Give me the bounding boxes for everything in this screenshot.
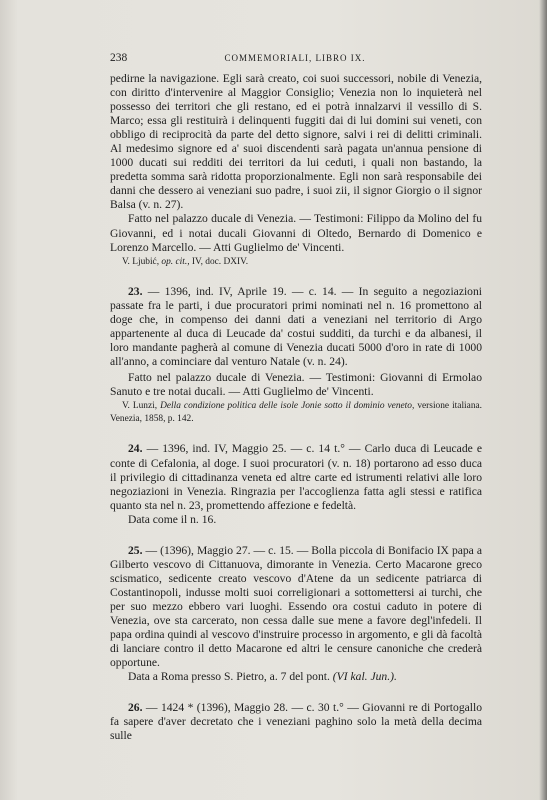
entry-number: 26. xyxy=(128,701,143,715)
reference-ljubic xyxy=(110,256,482,269)
entry-number: 25. xyxy=(128,543,143,557)
entry-data: Data a Roma presso S. Pietro, a. 7 del pont. xyxy=(128,670,330,684)
page-header xyxy=(110,52,480,66)
paragraph-signature: Fatto nel palazzo ducale di Venezia. — Testimoni: Filippo da Molino del fu Giovanni, ed i notai ducali Giovanni di Oltedo, Bernardo di Domenico e Lorenzo Marcello. — Atti Guglielmo de' Vincenti. xyxy=(110,212,482,254)
entry-body: — 1396, ind. IV, Maggio 25. — c. 14 t.° — Carlo duca di Leucade e conte di Cefalonia, al doge. I suoi procuratori (v. n. 18) portarono ad esso duca il privilegio di cittadinanza veneta ed altre carte ed istrumenti relativi alle loro negoziazioni in Venezia. Ringrazia per l'accoglienza fatta agli stessi e ratifica quanto sta nel n. 23, promettendo affezione e fedeltà. xyxy=(110,442,482,512)
ref-work: op. cit., xyxy=(161,256,190,267)
entry-26 xyxy=(110,701,482,743)
reference-lunzi xyxy=(110,400,482,425)
entry-23 xyxy=(110,285,482,369)
ref-rest: versione italiana. Venezia, 1858, p. 142. xyxy=(110,401,483,424)
entry-body: — (1396), Maggio 27. — c. 15. — Bolla piccola di Bonifacio IX papa a Gilberto vescovo di Cittanuova, dimorante in Venezia. Certo Macarone greco scismatico, sedicente creato vescovo d'Atene da un sedicente patriarca di Costantinopoli, indusse molti suoi correligionari a sottomettersi ai turchi, che per suo mezzo ebbero vari luoghi. Essendo ora costui caduto in potere di Venezia, ove sta carcerato, non cessa dalle sue mene a favore degl'infedeli. Il papa ordina quindi al vescovo d'instruire processo in argomento, e gli dà facoltà di lanciare contro il detto Macarone ed altri le censure canoniche che crederà opportune. xyxy=(110,543,482,670)
entry-body: — 1424 * (1396), Maggio 28. — c. 30 t.° — Giovanni re di Portogallo fa sapere d'aver decretato che i veneziani paghino solo la metà della decima sulle xyxy=(110,701,482,743)
entry-data-italic: (VI kal. Jun.). xyxy=(332,670,397,684)
paragraph-continuation: pedirne la navigazione. Egli sarà creato, coi suoi successori, nobile di Venezia, con diritto d'intervenire al Maggior Consiglio; Venezia non lo inquieterà nel possesso dei territori che gli restano, ed ei potrà innalzarvi il vessillo di S. Marco; essa gli restituirà i delinquenti fuggiti dai di lui domini sui veneti, con obbligo di reciprocità da parte del detto signore, salvi i rei di delitti criminali. Al medesimo signore ed a' suoi discendenti sarà pagata un'annua pensione di 1000 ducati sui redditi dei territori da lui ceduti, i quali non bastando, la predetta somma sarà ridotta proporzionalmente. Egli non sarà responsabile dei danni che dessero ai veneziani suo padre, i suoi zii, il signor Giorgio o il signor Balsa (v. n. 27). xyxy=(110,72,482,212)
body-text xyxy=(110,72,482,743)
page-number: 238 xyxy=(110,52,128,64)
entry-number: 24. xyxy=(128,442,143,456)
page-edge-shadow xyxy=(539,0,547,800)
entry-24-data: Data come il n. 16. xyxy=(128,512,217,526)
entry-number: 23. xyxy=(128,285,143,299)
entry-25-data xyxy=(110,670,482,684)
ref-author: V. Ljubić, xyxy=(122,256,160,267)
ref-author: V. Lunzi, xyxy=(122,401,158,412)
entry-25 xyxy=(110,544,482,670)
entry-body: — 1396, ind. IV, Aprile 19. — c. 14. — In seguito a negoziazioni passate fra le parti, i due procuratori primi nominati nel n. 16 promettono al doge che, in compenso dei danni dati a veneziani nel territorio di Argo appartenente al duca di Leucade da' costui sudditi, da turchi e da albanesi, il loro mandante pagherà al comune di Venezia ducati 5000 d'oro in rate di 1000 all'anno, a cominciare dal venturo Natale (v. n. 24). xyxy=(110,285,482,369)
ref-work: Della condizione politica delle isole Jonie sotto il dominio veneto, xyxy=(160,401,415,412)
ref-rest: IV, doc. DXIV. xyxy=(191,256,249,267)
entry-24 xyxy=(110,442,482,512)
entry-23-signature: Fatto nel palazzo ducale di Venezia. — Testimoni: Giovanni di Ermolao Sanuto e tre notai ducali. — Atti Guglielmo de' Vincenti. xyxy=(110,371,482,399)
running-title: COMMEMORIALI, LIBRO IX. xyxy=(224,53,366,63)
